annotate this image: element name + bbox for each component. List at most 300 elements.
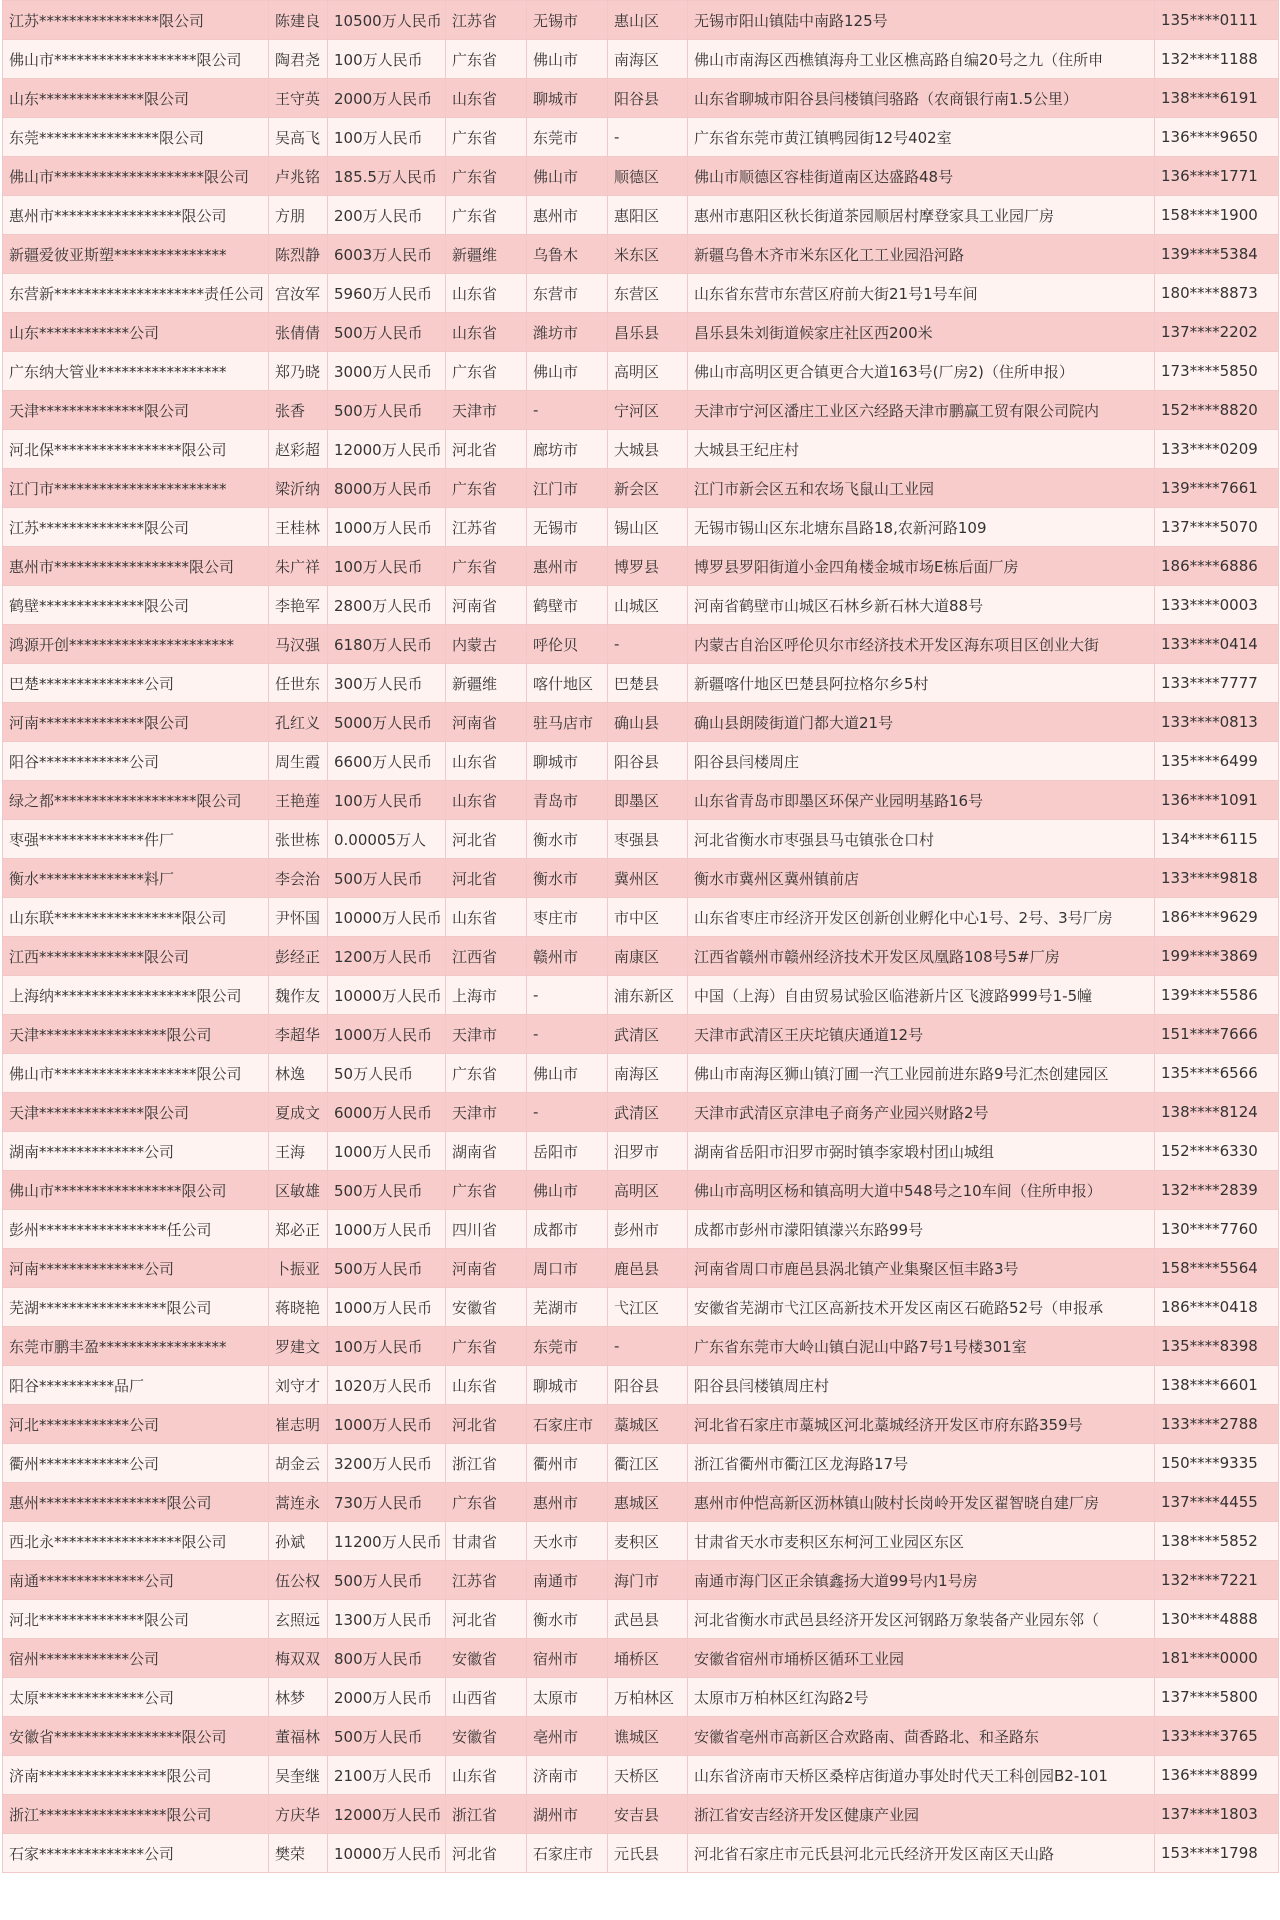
city-cell: 衡水市 (527, 1600, 608, 1639)
phone-cell: 136****9650 (1155, 118, 1279, 157)
city-cell: 呼伦贝 (527, 625, 608, 664)
contact-cell: 胡金云 (269, 1444, 328, 1483)
capital-cell: 6600万人民币 (328, 742, 446, 781)
address-cell: 河北省衡水市枣强县马屯镇张仓口村 (688, 820, 1155, 859)
city-cell: 东莞市 (527, 118, 608, 157)
company-cell: 东莞****************限公司 (3, 118, 269, 157)
address-cell: 无锡市锡山区东北塘东昌路18,农新河路109 (688, 508, 1155, 547)
address-cell: 安徽省亳州市高新区合欢路南、茴香路北、和圣路东 (688, 1717, 1155, 1756)
company-cell: 惠州*****************限公司 (3, 1483, 269, 1522)
district-cell: 元氏县 (608, 1834, 688, 1873)
province-cell: 甘肃省 (446, 1522, 527, 1561)
province-cell: 广东省 (446, 157, 527, 196)
district-cell: 彭州市 (608, 1210, 688, 1249)
contact-cell: 梁沂纳 (269, 469, 328, 508)
capital-cell: 12000万人民币 (328, 430, 446, 469)
table-row (3, 1639, 1279, 1678)
table-row (3, 1522, 1279, 1561)
province-cell: 广东省 (446, 547, 527, 586)
contact-cell: 孙斌 (269, 1522, 328, 1561)
address-cell: 中国（上海）自由贸易试验区临港新片区飞渡路999号1-5幢 (688, 976, 1155, 1015)
city-cell: 佛山市 (527, 1054, 608, 1093)
district-cell: 海门市 (608, 1561, 688, 1600)
phone-cell: 152****6330 (1155, 1132, 1279, 1171)
district-cell: 鹿邑县 (608, 1249, 688, 1288)
address-cell: 天津市武清区京津电子商务产业园兴财路2号 (688, 1093, 1155, 1132)
district-cell: 博罗县 (608, 547, 688, 586)
company-cell: 芜湖*****************限公司 (3, 1288, 269, 1327)
province-cell: 广东省 (446, 1171, 527, 1210)
address-cell: 广东省东莞市黄江镇鸭园街12号402室 (688, 118, 1155, 157)
company-cell: 河南**************限公司 (3, 703, 269, 742)
city-cell: 东莞市 (527, 1327, 608, 1366)
phone-cell: 150****9335 (1155, 1444, 1279, 1483)
address-cell: 江西省赣州市赣州经济技术开发区凤凰路108号5#厂房 (688, 937, 1155, 976)
capital-cell: 50万人民币 (328, 1054, 446, 1093)
contact-cell: 董福林 (269, 1717, 328, 1756)
city-cell: 天水市 (527, 1522, 608, 1561)
address-cell: 江门市新会区五和农场飞鼠山工业园 (688, 469, 1155, 508)
city-cell: 亳州市 (527, 1717, 608, 1756)
company-cell: 鹤壁**************限公司 (3, 586, 269, 625)
capital-cell: 2100万人民币 (328, 1756, 446, 1795)
province-cell: 山东省 (446, 313, 527, 352)
district-cell: - (608, 118, 688, 157)
phone-cell: 186****0418 (1155, 1288, 1279, 1327)
capital-cell: 5960万人民币 (328, 274, 446, 313)
city-cell: 喀什地区 (527, 664, 608, 703)
district-cell: 山城区 (608, 586, 688, 625)
phone-cell: 132****7221 (1155, 1561, 1279, 1600)
phone-cell: 186****6886 (1155, 547, 1279, 586)
capital-cell: 100万人民币 (328, 1327, 446, 1366)
phone-cell: 139****5384 (1155, 235, 1279, 274)
company-cell: 山东联*****************限公司 (3, 898, 269, 937)
phone-cell: 138****6191 (1155, 79, 1279, 118)
contact-cell: 彭经正 (269, 937, 328, 976)
city-cell: 无锡市 (527, 508, 608, 547)
phone-cell: 137****2202 (1155, 313, 1279, 352)
address-cell: 浙江省衢州市衢江区龙海路17号 (688, 1444, 1155, 1483)
company-cell: 宿州************公司 (3, 1639, 269, 1678)
address-cell: 新疆喀什地区巴楚县阿拉格尔乡5村 (688, 664, 1155, 703)
province-cell: 河南省 (446, 1249, 527, 1288)
district-cell: 大城县 (608, 430, 688, 469)
city-cell: - (527, 976, 608, 1015)
table-row (3, 1210, 1279, 1249)
district-cell: - (608, 625, 688, 664)
table-row (3, 352, 1279, 391)
district-cell: 宁河区 (608, 391, 688, 430)
capital-cell: 500万人民币 (328, 859, 446, 898)
city-cell: 廊坊市 (527, 430, 608, 469)
province-cell: 广东省 (446, 1054, 527, 1093)
capital-cell: 2800万人民币 (328, 586, 446, 625)
contact-cell: 赵彩超 (269, 430, 328, 469)
table-row (3, 1483, 1279, 1522)
district-cell: 南康区 (608, 937, 688, 976)
capital-cell: 1200万人民币 (328, 937, 446, 976)
company-cell: 惠州市******************限公司 (3, 547, 269, 586)
table-row (3, 430, 1279, 469)
capital-cell: 1000万人民币 (328, 1288, 446, 1327)
address-cell: 佛山市高明区杨和镇高明大道中548号之10车间（住所申报） (688, 1171, 1155, 1210)
table-row (3, 118, 1279, 157)
phone-cell: 173****5850 (1155, 352, 1279, 391)
city-cell: 衡水市 (527, 820, 608, 859)
city-cell: 东营市 (527, 274, 608, 313)
address-cell: 阳谷县闫楼周庄 (688, 742, 1155, 781)
table-row (3, 1717, 1279, 1756)
province-cell: 安徽省 (446, 1639, 527, 1678)
district-cell: 枣强县 (608, 820, 688, 859)
capital-cell: 1000万人民币 (328, 1210, 446, 1249)
address-cell: 成都市彭州市濛阳镇濛兴东路99号 (688, 1210, 1155, 1249)
district-cell: 巴楚县 (608, 664, 688, 703)
company-cell: 广东纳大管业***************** (3, 352, 269, 391)
company-cell: 江西**************限公司 (3, 937, 269, 976)
contact-cell: 卢兆铭 (269, 157, 328, 196)
contact-cell: 张世栋 (269, 820, 328, 859)
contact-cell: 陶君尧 (269, 40, 328, 79)
company-cell: 天津*****************限公司 (3, 1015, 269, 1054)
phone-cell: 158****5564 (1155, 1249, 1279, 1288)
contact-cell: 尹怀国 (269, 898, 328, 937)
table-row (3, 1600, 1279, 1639)
address-cell: 佛山市高明区更合镇更合大道163号(厂房2)（住所申报） (688, 352, 1155, 391)
phone-cell: 137****5070 (1155, 508, 1279, 547)
address-cell: 佛山市南海区西樵镇海舟工业区樵高路自编20号之九（住所申 (688, 40, 1155, 79)
province-cell: 湖南省 (446, 1132, 527, 1171)
address-cell: 昌乐县朱刘街道候家庄社区西200米 (688, 313, 1155, 352)
address-cell: 天津市宁河区潘庄工业区六经路天津市鹏赢工贸有限公司院内 (688, 391, 1155, 430)
table-row (3, 1327, 1279, 1366)
province-cell: 江苏省 (446, 1, 527, 40)
city-cell: 佛山市 (527, 40, 608, 79)
capital-cell: 1000万人民币 (328, 1015, 446, 1054)
address-cell: 山东省济南市天桥区桑梓店街道办事处时代天工科创园B2-101 (688, 1756, 1155, 1795)
phone-cell: 137****1803 (1155, 1795, 1279, 1834)
province-cell: 山东省 (446, 1756, 527, 1795)
city-cell: 赣州市 (527, 937, 608, 976)
province-cell: 广东省 (446, 1327, 527, 1366)
table-row (3, 313, 1279, 352)
company-cell: 佛山市*******************限公司 (3, 40, 269, 79)
city-cell: 聊城市 (527, 79, 608, 118)
address-cell: 山东省枣庄市经济开发区创新创业孵化中心1号、2号、3号厂房 (688, 898, 1155, 937)
company-table (2, 0, 1279, 1873)
city-cell: 南通市 (527, 1561, 608, 1600)
company-cell: 湖南**************公司 (3, 1132, 269, 1171)
phone-cell: 139****7661 (1155, 469, 1279, 508)
capital-cell: 100万人民币 (328, 547, 446, 586)
city-cell: 岳阳市 (527, 1132, 608, 1171)
table-row (3, 274, 1279, 313)
contact-cell: 蒋晓艳 (269, 1288, 328, 1327)
table-row (3, 898, 1279, 937)
address-cell: 河北省衡水市武邑县经济开发区河钢路万象装备产业园东邻（ (688, 1600, 1155, 1639)
phone-cell: 153****1798 (1155, 1834, 1279, 1873)
contact-cell: 郑乃晓 (269, 352, 328, 391)
phone-cell: 135****8398 (1155, 1327, 1279, 1366)
table-row (3, 664, 1279, 703)
table-row (3, 391, 1279, 430)
table-row (3, 508, 1279, 547)
district-cell: 昌乐县 (608, 313, 688, 352)
city-cell: - (527, 1093, 608, 1132)
table-row (3, 742, 1279, 781)
province-cell: 山东省 (446, 781, 527, 820)
phone-cell: 133****0003 (1155, 586, 1279, 625)
province-cell: 广东省 (446, 352, 527, 391)
district-cell: 阳谷县 (608, 742, 688, 781)
phone-cell: 133****0414 (1155, 625, 1279, 664)
contact-cell: 李艳军 (269, 586, 328, 625)
phone-cell: 199****3869 (1155, 937, 1279, 976)
table-row (3, 781, 1279, 820)
city-cell: 鹤壁市 (527, 586, 608, 625)
contact-cell: 方庆华 (269, 1795, 328, 1834)
city-cell: 石家庄市 (527, 1405, 608, 1444)
company-cell: 上海纳*******************限公司 (3, 976, 269, 1015)
phone-cell: 135****6499 (1155, 742, 1279, 781)
phone-cell: 137****4455 (1155, 1483, 1279, 1522)
table-row (3, 820, 1279, 859)
table-row (3, 1, 1279, 40)
contact-cell: 任世东 (269, 664, 328, 703)
phone-cell: 136****1771 (1155, 157, 1279, 196)
company-cell: 南通**************公司 (3, 1561, 269, 1600)
district-cell: 汨罗市 (608, 1132, 688, 1171)
province-cell: 江苏省 (446, 1561, 527, 1600)
company-cell: 衢州************公司 (3, 1444, 269, 1483)
capital-cell: 10000万人民币 (328, 898, 446, 937)
phone-cell: 180****8873 (1155, 274, 1279, 313)
capital-cell: 100万人民币 (328, 781, 446, 820)
capital-cell: 1000万人民币 (328, 1132, 446, 1171)
capital-cell: 2000万人民币 (328, 1678, 446, 1717)
district-cell: 东营区 (608, 274, 688, 313)
phone-cell: 133****2788 (1155, 1405, 1279, 1444)
capital-cell: 1000万人民币 (328, 1405, 446, 1444)
contact-cell: 樊荣 (269, 1834, 328, 1873)
phone-cell: 130****7760 (1155, 1210, 1279, 1249)
address-cell: 河北省石家庄市藁城区河北藁城经济开发区市府东路359号 (688, 1405, 1155, 1444)
table-row (3, 40, 1279, 79)
table-row (3, 1405, 1279, 1444)
contact-cell: 夏成文 (269, 1093, 328, 1132)
capital-cell: 3000万人民币 (328, 352, 446, 391)
table-body (3, 1, 1279, 1873)
contact-cell: 孔红义 (269, 703, 328, 742)
city-cell: 聊城市 (527, 742, 608, 781)
province-cell: 山东省 (446, 274, 527, 313)
company-cell: 阳谷**********品厂 (3, 1366, 269, 1405)
phone-cell: 138****8124 (1155, 1093, 1279, 1132)
phone-cell: 134****6115 (1155, 820, 1279, 859)
contact-cell: 罗建文 (269, 1327, 328, 1366)
province-cell: 河南省 (446, 703, 527, 742)
address-cell: 博罗县罗阳街道小金四角楼金城市场E栋后面厂房 (688, 547, 1155, 586)
capital-cell: 185.5万人民币 (328, 157, 446, 196)
phone-cell: 133****9818 (1155, 859, 1279, 898)
address-cell: 衡水市冀州区冀州镇前店 (688, 859, 1155, 898)
province-cell: 广东省 (446, 469, 527, 508)
capital-cell: 1020万人民币 (328, 1366, 446, 1405)
capital-cell: 10000万人民币 (328, 976, 446, 1015)
city-cell: 惠州市 (527, 1483, 608, 1522)
contact-cell: 宫汝军 (269, 274, 328, 313)
company-cell: 山东**************限公司 (3, 79, 269, 118)
company-cell: 东营新********************责任公司 (3, 274, 269, 313)
province-cell: 内蒙古 (446, 625, 527, 664)
company-cell: 佛山市*****************限公司 (3, 1171, 269, 1210)
province-cell: 上海市 (446, 976, 527, 1015)
capital-cell: 10500万人民币 (328, 1, 446, 40)
table-row (3, 1756, 1279, 1795)
contact-cell: 王海 (269, 1132, 328, 1171)
company-cell: 衡水**************料厂 (3, 859, 269, 898)
district-cell: 阳谷县 (608, 1366, 688, 1405)
district-cell: 浦东新区 (608, 976, 688, 1015)
address-cell: 广东省东莞市大岭山镇白泥山中路7号1号楼301室 (688, 1327, 1155, 1366)
company-cell: 江苏**************限公司 (3, 508, 269, 547)
capital-cell: 730万人民币 (328, 1483, 446, 1522)
province-cell: 河北省 (446, 430, 527, 469)
district-cell: 米东区 (608, 235, 688, 274)
phone-cell: 136****1091 (1155, 781, 1279, 820)
province-cell: 河南省 (446, 586, 527, 625)
table-row (3, 547, 1279, 586)
table-row (3, 859, 1279, 898)
district-cell: 南海区 (608, 40, 688, 79)
capital-cell: 5000万人民币 (328, 703, 446, 742)
table-row (3, 1132, 1279, 1171)
address-cell: 大城县王纪庄村 (688, 430, 1155, 469)
contact-cell: 王守英 (269, 79, 328, 118)
address-cell: 新疆乌鲁木齐市米东区化工工业园沿河路 (688, 235, 1155, 274)
city-cell: 成都市 (527, 1210, 608, 1249)
city-cell: 衢州市 (527, 1444, 608, 1483)
table-row (3, 196, 1279, 235)
district-cell: 高明区 (608, 352, 688, 391)
phone-cell: 130****4888 (1155, 1600, 1279, 1639)
contact-cell: 吴奎继 (269, 1756, 328, 1795)
district-cell: 顺德区 (608, 157, 688, 196)
district-cell: 埇桥区 (608, 1639, 688, 1678)
contact-cell: 方朋 (269, 196, 328, 235)
district-cell: 藁城区 (608, 1405, 688, 1444)
table-row (3, 1444, 1279, 1483)
province-cell: 天津市 (446, 1093, 527, 1132)
phone-cell: 132****1188 (1155, 40, 1279, 79)
city-cell: 枣庄市 (527, 898, 608, 937)
address-cell: 无锡市阳山镇陆中南路125号 (688, 1, 1155, 40)
contact-cell: 崔志明 (269, 1405, 328, 1444)
city-cell: 惠州市 (527, 547, 608, 586)
province-cell: 广东省 (446, 118, 527, 157)
contact-cell: 李超华 (269, 1015, 328, 1054)
city-cell: 宿州市 (527, 1639, 608, 1678)
contact-cell: 林逸 (269, 1054, 328, 1093)
table-row (3, 703, 1279, 742)
contact-cell: 郑必正 (269, 1210, 328, 1249)
capital-cell: 500万人民币 (328, 1171, 446, 1210)
province-cell: 广东省 (446, 1483, 527, 1522)
table-row (3, 469, 1279, 508)
capital-cell: 10000万人民币 (328, 1834, 446, 1873)
capital-cell: 500万人民币 (328, 1717, 446, 1756)
district-cell: 冀州区 (608, 859, 688, 898)
province-cell: 山东省 (446, 1366, 527, 1405)
province-cell: 河北省 (446, 1834, 527, 1873)
company-cell: 河北************公司 (3, 1405, 269, 1444)
company-cell: 佛山市*******************限公司 (3, 1054, 269, 1093)
company-cell: 惠州市*****************限公司 (3, 196, 269, 235)
city-cell: 周口市 (527, 1249, 608, 1288)
province-cell: 天津市 (446, 391, 527, 430)
address-cell: 山东省青岛市即墨区环保产业园明基路16号 (688, 781, 1155, 820)
phone-cell: 133****3765 (1155, 1717, 1279, 1756)
company-cell: 天津**************限公司 (3, 1093, 269, 1132)
phone-cell: 137****5800 (1155, 1678, 1279, 1717)
capital-cell: 800万人民币 (328, 1639, 446, 1678)
phone-cell: 138****6601 (1155, 1366, 1279, 1405)
company-cell: 江门市*********************** (3, 469, 269, 508)
company-cell: 天津**************限公司 (3, 391, 269, 430)
capital-cell: 6180万人民币 (328, 625, 446, 664)
capital-cell: 2000万人民币 (328, 79, 446, 118)
capital-cell: 100万人民币 (328, 118, 446, 157)
company-cell: 安徽省*****************限公司 (3, 1717, 269, 1756)
district-cell: 阳谷县 (608, 79, 688, 118)
city-cell: 乌鲁木 (527, 235, 608, 274)
table-row (3, 1171, 1279, 1210)
company-cell: 河北保*****************限公司 (3, 430, 269, 469)
address-cell: 确山县朗陵街道门都大道21号 (688, 703, 1155, 742)
company-cell: 巴楚**************公司 (3, 664, 269, 703)
capital-cell: 6003万人民币 (328, 235, 446, 274)
address-cell: 内蒙古自治区呼伦贝尔市经济技术开发区海东项目区创业大街 (688, 625, 1155, 664)
table-row (3, 976, 1279, 1015)
contact-cell: 陈烈静 (269, 235, 328, 274)
city-cell: 佛山市 (527, 157, 608, 196)
district-cell: 惠阳区 (608, 196, 688, 235)
phone-cell: 152****8820 (1155, 391, 1279, 430)
company-cell: 浙江*****************限公司 (3, 1795, 269, 1834)
city-cell: 驻马店市 (527, 703, 608, 742)
table-row (3, 235, 1279, 274)
capital-cell: 0.00005万人 (328, 820, 446, 859)
table-row (3, 625, 1279, 664)
district-cell: 南海区 (608, 1054, 688, 1093)
district-cell: 锡山区 (608, 508, 688, 547)
table-row (3, 937, 1279, 976)
city-cell: 惠州市 (527, 196, 608, 235)
district-cell: 武清区 (608, 1015, 688, 1054)
address-cell: 南通市海门区正余镇鑫扬大道99号内1号房 (688, 1561, 1155, 1600)
address-cell: 河南省周口市鹿邑县涡北镇产业集聚区恒丰路3号 (688, 1249, 1155, 1288)
city-cell: 无锡市 (527, 1, 608, 40)
capital-cell: 300万人民币 (328, 664, 446, 703)
table-row (3, 1561, 1279, 1600)
phone-cell: 133****0209 (1155, 430, 1279, 469)
contact-cell: 刘守才 (269, 1366, 328, 1405)
capital-cell: 500万人民币 (328, 1249, 446, 1288)
address-cell: 天津市武清区王庆坨镇庆通道12号 (688, 1015, 1155, 1054)
contact-cell: 卜振亚 (269, 1249, 328, 1288)
phone-cell: 186****9629 (1155, 898, 1279, 937)
